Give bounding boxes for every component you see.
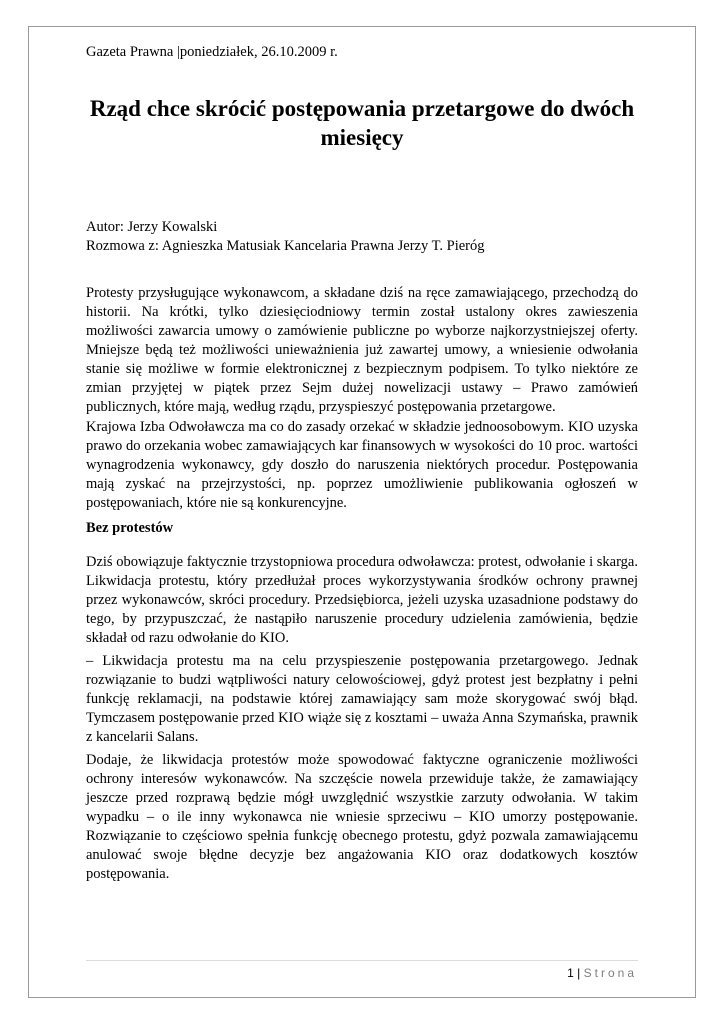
page-number: 1 <box>567 966 574 980</box>
paragraph-2: Krajowa Izba Odwoławcza ma co do zasady orzekać w składzie jednoosobowym. KIO uzyska prawo do orzekania wobec zamawiających kar finansowych w wysokości do 10 proc. wartości wynagrodzenia wykonawcy, gdy doszło do naruszenia niektórych procedur. Postępowania mają zyskać na przejrzystości, np. poprzez umożliwienie publikowania ogłoszeń w postępowaniach, które nie są konkurencyjne. <box>86 419 638 511</box>
paragraph-1: Protesty przysługujące wykonawcom, a składane dziś na ręce zamawiającego, przechodzą do historii. Na krótki, tylko dziesięciodniowy termin został ustalony okres zawieszenia możliwości zawarcia umowy o zamówienie publiczne po wyborze najkorzystniejszej oferty. Mniejsze będą też możliwości unieważnienia już zawartej umowy, a wniesienie odwołania stanie się możliwe w formie elektronicznej z bezpiecznym podpisem. To tylko niektóre ze zmian przyjętej w piątek przez Sejm dużej nowelizacji ustawy – Prawo zamówień publicznych, które mają, według rządu, przyspieszyć postępowania przetargowe. <box>86 285 638 415</box>
footer-divider <box>86 960 638 961</box>
footer-label: Strona <box>583 966 637 980</box>
interview-line: Rozmowa z: Agnieszka Matusiak Kancelaria Prawna Jerzy T. Pieróg <box>86 238 485 254</box>
paragraph-5: Dodaje, że likwidacja protestów może spowodować faktyczne ograniczenie możliwości ochrony interesów wykonawców. Na szczęście nowela przewiduje także, że zamawiający jeszcze przed rozprawą będzie mógł uwzględnić wszystkie zarzuty odwołania. W takim wypadku – o ile inny wykonawca nie wniesie sprzeciwu – KIO umorzy postępowanie. Rozwiązanie to częściowo spełnia funkcję obecnego protestu, gdyż pozwala zamawiającemu anulować swoje błędne decyzje bez angażowania KIO oraz dodatkowych kosztów postępowania. <box>86 752 638 882</box>
paragraph-4: – Likwidacja protestu ma na celu przyspieszenie postępowania przetargowego. Jednak rozwiązanie to budzi wątpliwości natury celowościowej, gdyż protest jest bezpłatny i pełni funkcję reklamacji, na podstawie której zamawiający sam może skorygować swój błąd. Tymczasem postępowanie przed KIO wiąże się z kosztami – uważa Anna Szymańska, prawnik z kancelarii Salans. <box>86 653 638 745</box>
article-title: Rząd chce skrócić postępowania przetargowe do dwóch miesięcy <box>89 96 635 150</box>
page-header: Gazeta Prawna |poniedziałek, 26.10.2009 r. <box>86 44 338 60</box>
paragraph-3: Dziś obowiązuje faktycznie trzystopniowa procedura odwoławcza: protest, odwołanie i skarga. Likwidacja protestu, który przedłużał proces wykorzystywania środków ochrony prawnej przez wykonawców, skróci procedury. Przedsiębiorca, jeżeli uzyska uzasadnione podstawy do tego, by przypuszczać, że nastąpiło naruszenie procedury udzielenia zamówienia, będzie składał od razu odwołanie do KIO. <box>86 554 638 646</box>
author-line: Autor: Jerzy Kowalski <box>86 219 218 235</box>
page-footer <box>567 966 637 980</box>
section-heading: Bez protestów <box>86 520 174 536</box>
footer-separator: | <box>577 966 581 980</box>
